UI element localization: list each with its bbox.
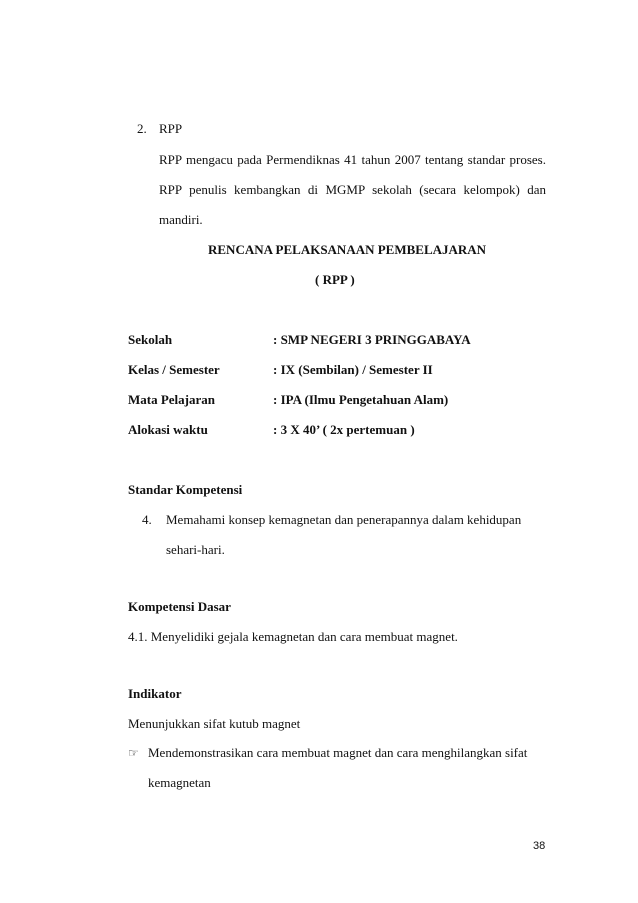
paragraph-line-1: RPP mengacu pada Permendiknas 41 tahun 2007 tentang standar proses. xyxy=(159,152,546,167)
identity-label-school: Sekolah xyxy=(128,332,173,347)
standar-number: 4. xyxy=(142,512,152,527)
section-number: 2. xyxy=(137,121,147,136)
identity-value-subject: : IPA (Ilmu Pengetahuan Alam) xyxy=(273,392,449,407)
identity-label-subject: Mata Pelajaran xyxy=(128,392,216,407)
indikator-item-1: Menunjukkan sifat kutub magnet xyxy=(128,716,301,731)
document-title: RENCANA PELAKSANAAN PEMBELAJARAN xyxy=(208,242,487,257)
standar-line-2: sehari-hari. xyxy=(166,542,225,557)
standar-title: Standar Kompetensi xyxy=(128,482,243,497)
section-title: RPP xyxy=(159,121,183,136)
indikator-title: Indikator xyxy=(128,686,182,701)
identity-label-class: Kelas / Semester xyxy=(128,362,220,377)
paragraph-line-3: mandiri. xyxy=(159,212,203,227)
identity-value-school: : SMP NEGERI 3 PRINGGABAYA xyxy=(273,332,471,347)
indikator-item-2-line-2: kemagnetan xyxy=(148,775,211,790)
kompetensi-item: 4.1. Menyelidiki gejala kemagnetan dan cara membuat magnet. xyxy=(128,629,458,644)
indikator-item-2-line-1: Mendemonstrasikan cara membuat magnet dan cara menghilangkan sifat xyxy=(148,745,528,760)
page-number: 38 xyxy=(533,840,546,852)
paragraph-line-2: RPP penulis kembangkan di MGMP sekolah (secara kelompok) dan xyxy=(159,182,546,197)
document-subtitle: ( RPP ) xyxy=(315,272,355,287)
identity-value-class: : IX (Sembilan) / Semester II xyxy=(273,362,433,377)
identity-value-time: : 3 X 40’ ( 2x pertemuan ) xyxy=(273,422,415,437)
identity-label-time: Alokasi waktu xyxy=(128,422,208,437)
kompetensi-title: Kompetensi Dasar xyxy=(128,599,231,614)
pointing-hand-icon: ☞ xyxy=(128,746,139,760)
standar-line-1: Memahami konsep kemagnetan dan penerapannya dalam kehidupan xyxy=(166,512,522,527)
